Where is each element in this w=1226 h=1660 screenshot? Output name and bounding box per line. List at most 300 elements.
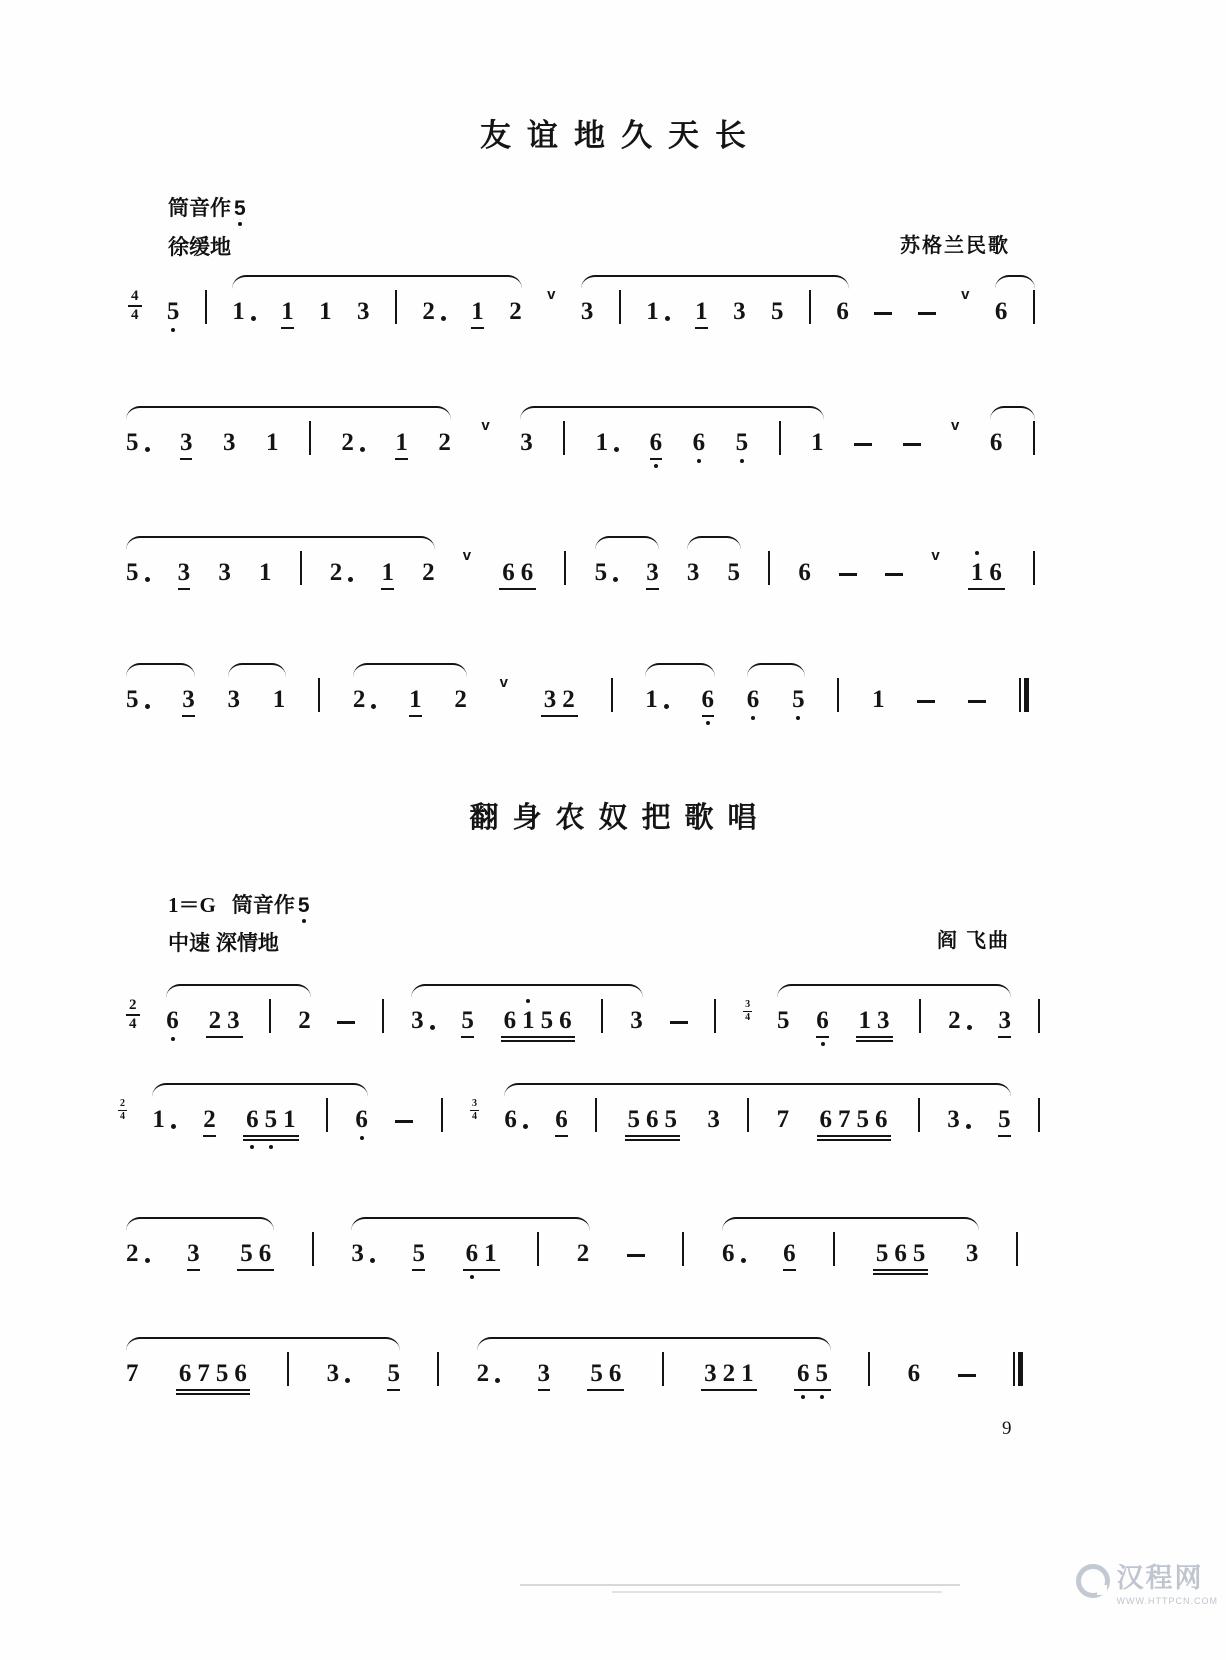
note: 1 [319, 298, 332, 325]
barline [309, 421, 311, 455]
note: 6 [816, 1008, 829, 1033]
note: 1 [258, 559, 272, 586]
note: 2 [422, 559, 435, 586]
augmentation-dot [966, 1124, 971, 1129]
note: 1 [265, 429, 279, 456]
note: 3 [180, 430, 193, 455]
note: 6 [355, 1107, 368, 1132]
barline [682, 1232, 684, 1266]
note: 3 [351, 1241, 375, 1266]
beam-line [701, 1389, 757, 1391]
note: 6 7 5 6 [176, 1361, 250, 1386]
beam-line [281, 327, 294, 329]
barline [779, 421, 781, 455]
tong-note-digit: 5 [297, 894, 310, 917]
note: 1 [645, 687, 669, 712]
note: 5 [998, 1107, 1011, 1132]
barline [714, 999, 716, 1033]
breath-mark: v [931, 547, 940, 564]
note: 3 [630, 1007, 643, 1034]
augmentation-dot [145, 704, 150, 709]
dash-sustain [885, 573, 903, 576]
barline [662, 1352, 664, 1386]
footer-rule [520, 1584, 960, 1586]
low-octave-dot [171, 328, 175, 332]
tong-label: 筒音作 [168, 197, 231, 220]
note: 1 [409, 687, 422, 712]
low-octave-dot [796, 716, 800, 720]
note: 3 [707, 1106, 720, 1133]
beam-line [650, 458, 663, 460]
note: 6 [722, 1241, 746, 1266]
slur [126, 1337, 400, 1352]
low-octave-dot [470, 1275, 474, 1279]
slur [353, 663, 467, 678]
final-barline [1019, 678, 1029, 712]
tong-label: 筒音作 [231, 894, 295, 917]
time-signature: 2 4 [126, 998, 140, 1032]
barline [1033, 421, 1035, 455]
barline [1033, 290, 1035, 324]
beam-line [182, 715, 195, 717]
note: 5 [126, 560, 150, 585]
dash-sustain [968, 700, 986, 703]
note: 3 [538, 1361, 551, 1386]
high-octave-dot [975, 551, 979, 555]
song2-key-annotation [168, 889, 310, 919]
barline [611, 678, 613, 712]
barline [312, 1232, 314, 1266]
augmentation-dot [495, 1378, 500, 1383]
watermark-body [1117, 1556, 1218, 1606]
beam-line [817, 1139, 891, 1141]
slur [595, 536, 659, 551]
barline [601, 999, 603, 1033]
note: 3 [178, 560, 191, 585]
slur [228, 663, 286, 678]
note: 5 [792, 687, 805, 712]
beam-line [695, 327, 708, 329]
tong-note [298, 894, 310, 918]
low-octave-dot [269, 1145, 273, 1149]
note: 1 [471, 299, 484, 324]
beam-line [180, 458, 193, 460]
slur [504, 1083, 1011, 1098]
augmentation-dot [665, 316, 670, 321]
beam-line [381, 588, 394, 590]
note: 6 [504, 1107, 528, 1132]
augmentation-dot [523, 1124, 528, 1129]
song2-credit: 阎 飞曲 [937, 930, 1010, 952]
note: 1 [596, 430, 620, 455]
augmentation-dot [614, 447, 619, 452]
dash-sustain [903, 443, 921, 446]
note: 1 [381, 560, 394, 585]
note: 3 [947, 1107, 971, 1132]
note: 1 [811, 429, 824, 456]
augmentation-dot [441, 316, 446, 321]
note: 3 [998, 1008, 1011, 1033]
breath-mark: v [462, 547, 472, 564]
beam-line [816, 1036, 829, 1038]
note: 5 [387, 1361, 400, 1386]
slur [166, 984, 311, 999]
low-octave-dot [302, 919, 306, 923]
note: 3 [227, 686, 241, 713]
slur [722, 1217, 979, 1232]
beam-line [555, 1135, 568, 1137]
note: 6 7 5 6 [817, 1107, 891, 1132]
beam-line [538, 1389, 551, 1391]
note: 2 [330, 560, 354, 585]
note: 3 2 [541, 687, 578, 712]
beam-line [541, 715, 578, 717]
note: 2 [353, 687, 377, 712]
beam-line [499, 588, 536, 590]
music-line [126, 997, 1040, 1033]
note: 2 [341, 430, 365, 455]
music-line [126, 1350, 1023, 1386]
note: 6 [747, 687, 760, 712]
note: 5 [461, 1008, 474, 1033]
augmentation-dot [345, 1378, 350, 1383]
augmentation-dot [371, 704, 376, 709]
slur [126, 406, 451, 421]
song1-title: 友谊地久天长 [480, 118, 762, 153]
note: 2 [576, 1240, 590, 1267]
dash-sustain [874, 312, 892, 315]
note: 3 [218, 559, 231, 586]
dash-sustain [395, 1120, 413, 1123]
note: 7 [126, 1360, 139, 1387]
low-octave-dot [740, 459, 744, 463]
high-octave-dot [526, 999, 530, 1003]
beam-line [206, 1036, 243, 1038]
low-octave-dot [360, 1136, 364, 1140]
slur [126, 536, 435, 551]
low-octave-dot [821, 1042, 825, 1046]
augmentation-dot [430, 1025, 435, 1030]
note: 5 [771, 298, 784, 325]
barline [868, 1352, 870, 1386]
slur [747, 663, 805, 678]
music-line [128, 288, 1035, 324]
augmentation-dot [145, 1258, 150, 1263]
note: 3 [733, 298, 746, 325]
beam-line [176, 1389, 250, 1391]
note: 1 [281, 299, 294, 324]
barline [595, 1098, 597, 1132]
note: 2 [126, 1241, 150, 1266]
barline [833, 1232, 835, 1266]
barline [537, 1232, 539, 1266]
note: 5 [727, 559, 741, 586]
beam-line [873, 1273, 929, 1275]
barline [300, 551, 302, 585]
note: 7 [776, 1106, 790, 1133]
dash-sustain [839, 573, 857, 576]
beam-line [856, 1040, 893, 1042]
low-octave-dot [697, 459, 701, 463]
barline [437, 1352, 439, 1386]
beam-line [794, 1389, 831, 1391]
beam-line [783, 1269, 796, 1271]
note: 3 [327, 1361, 351, 1386]
beam-line [463, 1269, 500, 1271]
beam-line [625, 1139, 681, 1141]
barline [563, 421, 565, 455]
song1-tong-annotation [168, 192, 246, 222]
low-octave-dot [654, 464, 658, 468]
slur [152, 1083, 368, 1098]
beam-line [873, 1269, 929, 1271]
augmentation-dot [967, 1025, 972, 1030]
note: 3 [686, 559, 700, 586]
note: 1 [872, 686, 885, 713]
beam-line [243, 1135, 299, 1137]
time-signature: 2 4 [120, 1098, 125, 1122]
note: 1 [272, 686, 286, 713]
note: 6 [836, 298, 849, 325]
dash-sustain [854, 443, 872, 446]
music-line [126, 419, 1035, 455]
beam-line [203, 1135, 216, 1137]
note: 1 6 [968, 560, 1005, 585]
barline [918, 1098, 920, 1132]
note: 6 6 [499, 560, 536, 585]
augmentation-dot [171, 1124, 176, 1129]
note: 2 [422, 299, 446, 324]
augmentation-dot [370, 1258, 375, 1263]
slur [581, 275, 849, 290]
low-octave-dot [751, 716, 755, 720]
note: 2 [948, 1008, 972, 1033]
note: 5 [126, 687, 150, 712]
note: 2 [438, 429, 451, 456]
note: 6 [783, 1241, 796, 1266]
note: 1 [395, 430, 408, 455]
note: 6 1 [463, 1241, 500, 1266]
note: 1 [152, 1107, 176, 1132]
dash-sustain [337, 1021, 355, 1024]
note: 1 [232, 299, 256, 324]
note: 5 6 5 [625, 1107, 681, 1132]
note: 6 [166, 1008, 179, 1033]
slur [777, 984, 1011, 999]
slur [126, 663, 195, 678]
song1-tempo: 徐缓地 [168, 236, 231, 259]
note: 2 [203, 1107, 216, 1132]
barline [1016, 1232, 1018, 1266]
note: 3 [520, 429, 533, 456]
beam-line [817, 1135, 891, 1137]
breath-mark: v [547, 286, 556, 303]
slur [645, 663, 715, 678]
song1-credit: 苏格兰民歌 [900, 235, 1010, 257]
note: 6 5 1 [243, 1107, 299, 1132]
note: 5 6 5 [873, 1241, 929, 1266]
barline [1038, 999, 1040, 1033]
note: 6 [989, 429, 1003, 456]
note: 5 [412, 1241, 425, 1266]
note: 2 [509, 298, 522, 325]
note: 6 [555, 1107, 568, 1132]
augmentation-dot [348, 577, 353, 582]
breath-mark: v [481, 417, 490, 434]
watermark [1076, 1556, 1218, 1606]
slur [232, 275, 522, 290]
low-octave-dot [706, 721, 710, 725]
slur [995, 275, 1035, 290]
barline [837, 678, 839, 712]
dash-sustain [958, 1374, 976, 1377]
augmentation-dot [360, 447, 365, 452]
music-line [126, 549, 1035, 585]
note: 1 3 [856, 1008, 893, 1033]
beam-line [501, 1040, 575, 1042]
note: 6 [798, 559, 811, 586]
barline [1033, 551, 1035, 585]
dash-sustain [918, 312, 936, 315]
note: 3 [965, 1240, 979, 1267]
beam-line [968, 588, 1005, 590]
note: 3 [357, 298, 370, 325]
beam-line [471, 327, 484, 329]
barline [382, 999, 384, 1033]
barline [747, 1098, 749, 1132]
barline [809, 290, 811, 324]
slur [520, 406, 824, 421]
barline [269, 999, 271, 1033]
tong-note-digit: 5 [234, 197, 246, 220]
note: 5 [595, 560, 619, 585]
low-octave-dot [801, 1395, 805, 1399]
low-octave-dot [250, 1145, 254, 1149]
song2-title: 翻身农奴把歌唱 [469, 802, 771, 834]
page-number: 9 [1002, 1418, 1012, 1439]
footer-rule [612, 1591, 942, 1593]
song2-tempo: 中速 深情地 [168, 932, 279, 955]
note: 2 [454, 686, 467, 713]
dash-sustain [670, 1021, 688, 1024]
note: 1 [695, 299, 708, 324]
beam-line [646, 588, 659, 590]
beam-line [856, 1036, 893, 1038]
beam-line [178, 588, 191, 590]
augmentation-dot [741, 1258, 746, 1263]
beam-line [176, 1393, 250, 1395]
note: 3 [646, 560, 659, 585]
time-signature: 3 4 [745, 999, 751, 1023]
note: 3 2 1 [701, 1361, 757, 1386]
slur [477, 1337, 831, 1352]
note: 5 [776, 1007, 790, 1034]
breath-mark: v [499, 674, 508, 691]
watermark-brand: 汉程网 [1116, 1563, 1204, 1593]
key-signature: 1＝G [168, 893, 216, 917]
dash-sustain [627, 1254, 645, 1257]
note: 2 3 [206, 1008, 243, 1033]
augmentation-dot [613, 577, 618, 582]
note: 5 [167, 299, 180, 324]
barline [919, 999, 921, 1033]
beam-line [998, 1135, 1011, 1137]
beam-line [237, 1269, 274, 1271]
barline [326, 1098, 328, 1132]
barline [1038, 1098, 1040, 1132]
barline [619, 290, 621, 324]
beam-line [501, 1036, 575, 1038]
augmentation-dot [145, 447, 150, 452]
note: 1 [646, 299, 670, 324]
note: 3 [222, 429, 236, 456]
beam-line [998, 1036, 1011, 1038]
barline [768, 551, 770, 585]
music-line [126, 676, 1029, 712]
time-signature: 3 4 [472, 1098, 477, 1122]
beam-line [702, 715, 715, 717]
slur [990, 406, 1035, 421]
note: 6 5 [794, 1361, 831, 1386]
beam-line [461, 1036, 474, 1038]
note: 6 [693, 430, 706, 455]
note: 5 [126, 430, 150, 455]
note: 3 [580, 298, 594, 325]
note: 3 [411, 1008, 435, 1033]
barline [395, 290, 397, 324]
low-octave-dot [238, 222, 242, 226]
note: 6 [702, 687, 715, 712]
note: 2 [298, 1007, 311, 1034]
time-signature: 4 4 [128, 289, 142, 323]
low-octave-dot [820, 1395, 824, 1399]
augmentation-dot [664, 704, 669, 709]
barline [287, 1352, 289, 1386]
note: 2 [477, 1361, 501, 1386]
music-line [118, 1096, 1040, 1132]
music-line [126, 1230, 1018, 1266]
breath-mark: v [951, 417, 960, 434]
barline [441, 1098, 443, 1132]
barline [318, 678, 320, 712]
beam-line [187, 1269, 200, 1271]
beam-line [625, 1135, 681, 1137]
note: 6 [650, 430, 663, 455]
barline [564, 551, 566, 585]
dash-sustain [917, 700, 935, 703]
tong-note [234, 197, 246, 221]
note: 5 [736, 430, 749, 455]
httpcn-logo-icon [1076, 1564, 1110, 1598]
note: 6 1 5 6 [501, 1008, 575, 1033]
note: 5 6 [237, 1241, 274, 1266]
beam-line [395, 458, 408, 460]
beam-line [412, 1269, 425, 1271]
beam-line [409, 715, 422, 717]
note: 6 [994, 298, 1008, 325]
slur [351, 1217, 590, 1232]
barline [205, 290, 207, 324]
slur [411, 984, 643, 999]
note: 5 6 [587, 1361, 624, 1386]
note: 3 [187, 1241, 200, 1266]
slur [687, 536, 741, 551]
note: 6 [907, 1360, 921, 1387]
low-octave-dot [171, 1037, 175, 1041]
slur [126, 1217, 274, 1232]
note: 3 [182, 687, 195, 712]
beam-line [587, 1389, 624, 1391]
